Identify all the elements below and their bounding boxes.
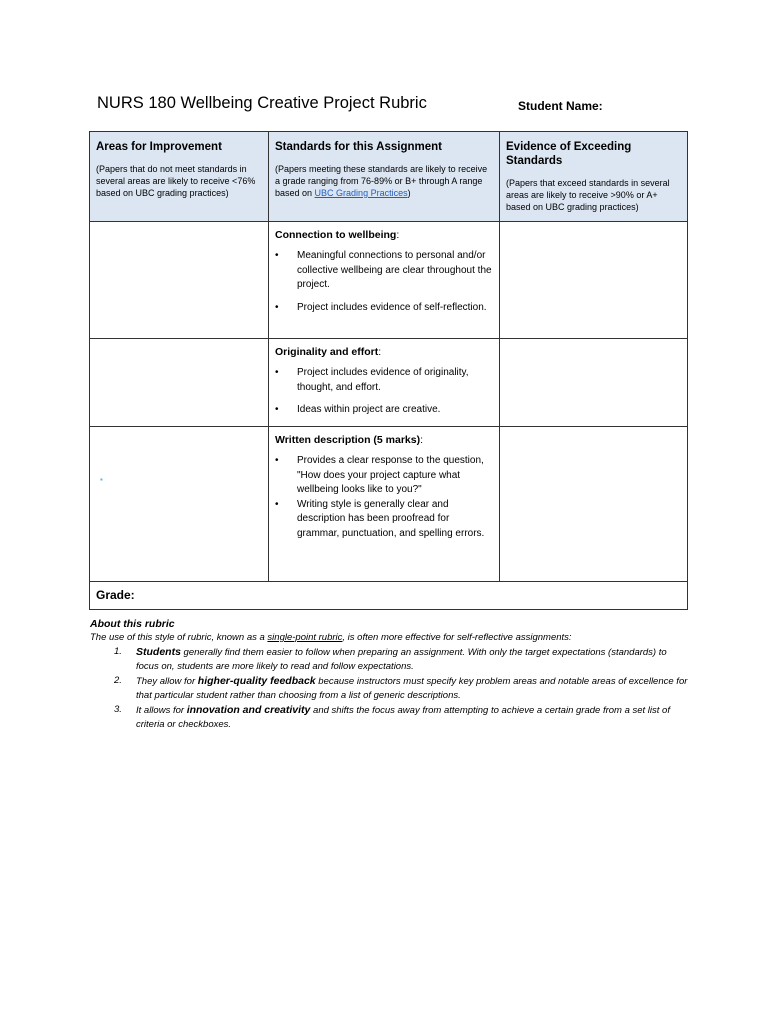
criterion-title: Connection to wellbeing: [275,229,400,241]
header-cell-improvement [90,132,269,222]
improvement-cell[interactable] [90,222,269,339]
about-rubric-section [90,617,690,732]
bullet-icon: • [275,404,279,415]
rubric-header-row [90,132,688,222]
standards-cell [269,222,500,339]
criterion-bullets [275,249,493,315]
list-item: • Ideas within project are creative. [275,403,493,418]
list-item: • Project includes evidence of originality, thought, and effort. [275,367,469,393]
list-item: • Project includes evidence of self-reflection. [275,301,493,316]
ubc-grading-practices-link[interactable]: UBC Grading Practices [314,188,408,198]
page-title: NURS 180 Wellbeing Creative Project Rubric [97,94,427,112]
grade-row [90,582,688,610]
column-heading: Standards for this Assignment [275,141,442,153]
criterion-row-wellbeing [90,222,688,339]
improvement-cell[interactable] [90,427,269,582]
criterion-title: Originality and effort: [275,346,382,358]
bullet-icon: • [275,498,279,510]
exceeding-cell[interactable] [500,339,688,427]
column-note: (Papers that do not meet standards in several areas are likely to receive <76% based on UBC grading practices) [96,164,256,198]
column-note: (Papers that exceed standards in several areas are likely to receive >90% or A+ based on UBC grading practices) [506,178,670,212]
header-cell-exceeding [500,132,688,222]
bullet-icon: • [275,455,279,466]
cursor-marker-icon: ▪ [100,475,103,484]
criterion-row-written-description [90,427,688,582]
bullet-icon: • [275,301,279,313]
bullet-icon: • [275,367,279,378]
improvement-cell[interactable] [90,339,269,427]
list-item: • Meaningful connections to personal and/or collective wellbeing are clear throughout the project. [275,250,492,290]
criterion-title: Written description (5 marks): [275,434,424,446]
list-item: 1. Students generally find them easier to follow when preparing an assignment. With only the target expectations (standards) to focus on, students are more likely to read and follow expectations. [114,646,667,672]
criterion-bullets [275,366,493,418]
list-item: 2. They allow for higher-quality feedback because instructors must specify key problem areas and notable areas of excellence for that particular student rather than choosing from a list of generic descriptions. [114,675,688,701]
column-note: (Papers meeting these standards are likely to receive a grade ranging from 76-89% or B+ through A range based on UBC Grading Practices) [275,164,488,198]
about-list [90,645,690,732]
criterion-row-originality [90,339,688,427]
exceeding-cell[interactable] [500,427,688,582]
single-point-rubric-text: single-point rubric [267,632,343,643]
about-heading: About this rubric [90,618,175,630]
criterion-bullets [275,454,493,541]
bullet-icon: • [275,250,279,261]
column-heading: Evidence of Exceeding Standards [506,141,632,167]
grade-label: Grade: [96,588,135,602]
student-name-label: Student Name: [518,99,603,113]
standards-cell [269,339,500,427]
header-cell-standards [269,132,500,222]
list-item: • Writing style is generally clear and description has been proofread for grammar, punctuation, and spelling errors. [275,498,485,539]
grade-cell[interactable] [90,582,688,610]
list-item: • Provides a clear response to the question, "How does your project capture what wellbeing looks like to you?" [275,455,484,495]
standards-cell [269,427,500,582]
rubric-table [89,131,688,610]
about-intro: The use of this style of rubric, known as a single-point rubric, is often more effective for self-reflective assignments: [90,632,572,643]
list-item: 3. It allows for innovation and creativity and shifts the focus away from attempting to achieve a certain grade from a set list of criteria or checkboxes. [114,704,670,730]
exceeding-cell[interactable] [500,222,688,339]
column-heading: Areas for Improvement [96,141,222,153]
